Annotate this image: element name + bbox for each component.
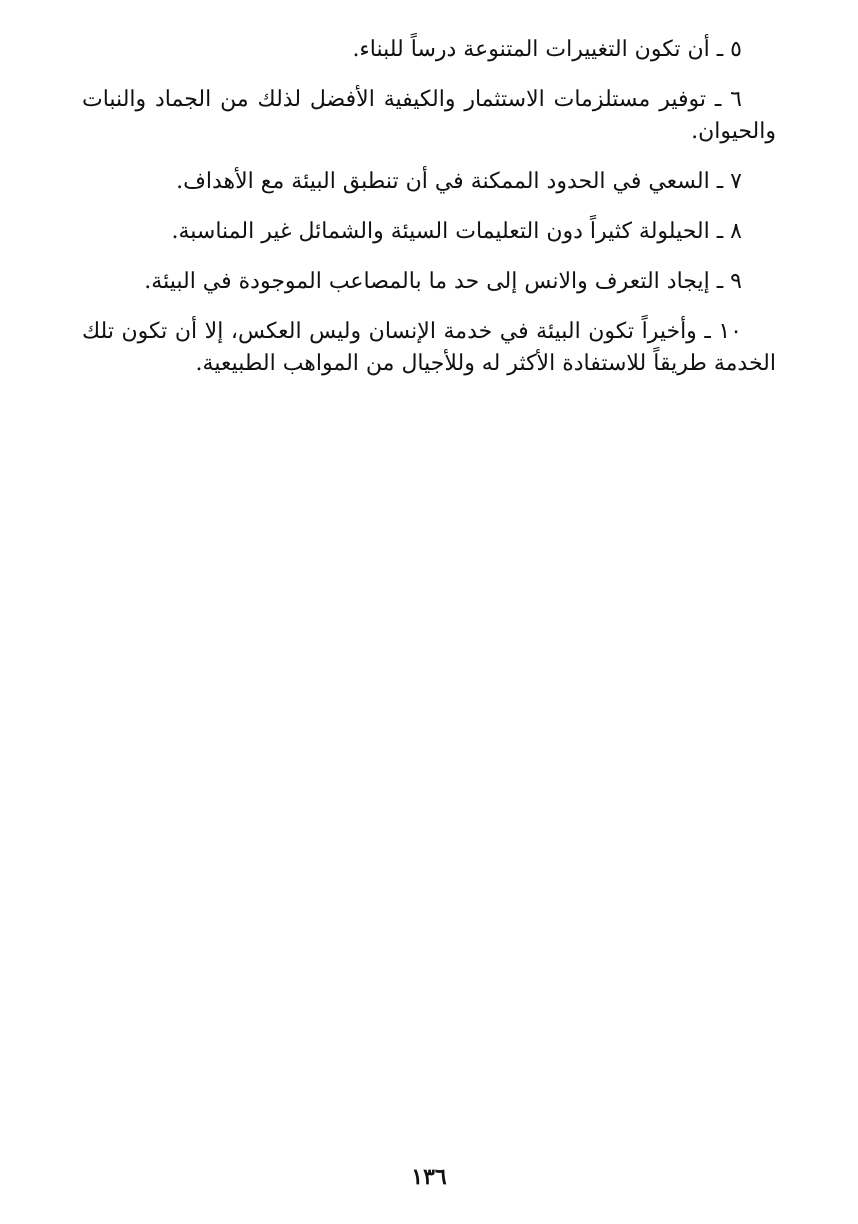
list-item-9: ٩ ـ إيجاد التعرف والانس إلى حد ما بالمصاعب الموجودة في البيئة.	[144, 269, 742, 294]
list-item-6: ٦ ـ توفير مستلزمات الاستثمار والكيفية الأفضل لذلك من الجماد والنبات والحيوان.	[82, 87, 776, 144]
list-item-7: ٧ ـ السعي في الحدود الممكنة في أن تنطبق البيئة مع الأهداف.	[176, 169, 742, 194]
document-body	[82, 34, 776, 380]
list-item-8: ٨ ـ الحيلولة كثيراً دون التعليمات السيئة والشمائل غير المناسبة.	[171, 219, 742, 244]
list-item-10: ١٠ ـ وأخيراً تكون البيئة في خدمة الإنسان وليس العكس، إلا أن تكون تلك الخدمة طريقاً للاستفادة الأكثر له وللأجيال من المواهب الطبيعية.	[82, 319, 776, 376]
list-item-5: ٥ ـ أن تكون التغييرات المتنوعة درساً للبناء.	[352, 37, 742, 62]
page-number: ١٣٦	[411, 1164, 447, 1190]
